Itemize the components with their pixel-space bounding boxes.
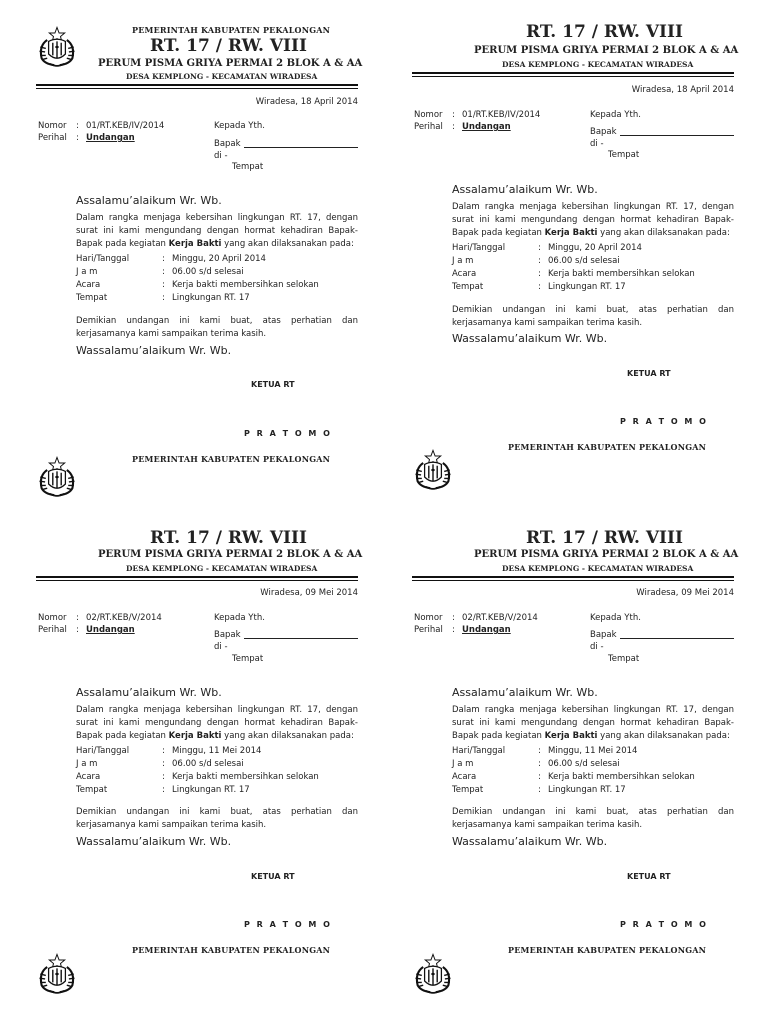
greeting: Assalamu’alaikum Wr. Wb. xyxy=(452,686,598,699)
detail-row: Hari/Tanggal : Minggu, 11 Mei 2014 xyxy=(452,746,638,756)
body-paragraph: Dalam rangka menjaga kebersihan lingkungan RT. 17, dengan surat ini kami mengundang dengan hormat kehadiran Bapak-Bapak pada kegiatan Kerja Bakti yang akan dilaksanakan pada: xyxy=(76,213,358,249)
farewell: Wassalamu’alaikum Wr. Wb. xyxy=(76,344,232,357)
signer-name: P R A T O M O xyxy=(620,417,708,426)
emblem-icon xyxy=(412,944,454,1004)
colon: : xyxy=(452,122,455,132)
letterhead-perum: PERUM PISMA GRIYA PERMAI 2 BLOK A & AA xyxy=(474,45,739,56)
letterhead-desa: DESA KEMPLONG - KECAMATAN WIRADESA xyxy=(126,564,318,573)
body-paragraph: Dalam rangka menjaga kebersihan lingkungan RT. 17, dengan surat ini kami mengundang dengan hormat kehadiran Bapak-Bapak pada kegiatan Kerja Bakti yang akan dilaksanakan pada: xyxy=(452,705,734,741)
emblem-icon xyxy=(412,442,454,498)
farewell: Wassalamu’alaikum Wr. Wb. xyxy=(452,332,608,345)
recipient-name-line xyxy=(244,147,358,148)
recipient-kepada: Kepada Yth. xyxy=(590,613,641,623)
colon: : xyxy=(76,625,79,635)
detail-row: Hari/Tanggal : Minggu, 20 April 2014 xyxy=(76,254,266,264)
perihal-value: Undangan xyxy=(462,122,511,132)
greeting: Assalamu’alaikum Wr. Wb. xyxy=(76,686,222,699)
colon: : xyxy=(452,613,455,623)
footer-government: PEMERINTAH KABUPATEN PEKALONGAN xyxy=(132,945,331,955)
closing-paragraph: Demikian undangan ini kami buat, atas perhatian dan kerjasamanya kami sampaikan terima kasih. xyxy=(76,316,358,339)
nomor-value: 01/RT.KEB/IV/2014 xyxy=(86,121,165,131)
letterhead-rule-thin xyxy=(36,88,358,89)
signer-title: KETUA RT xyxy=(627,369,671,378)
perihal-value: Undangan xyxy=(462,625,511,635)
letterhead-rt-rw: RT. 17 / RW. VIII xyxy=(526,22,683,42)
perihal-label: Perihal xyxy=(38,133,67,143)
recipient-bapak: Bapak xyxy=(214,139,241,149)
event-details xyxy=(76,746,319,798)
detail-row: Hari/Tanggal : Minggu, 11 Mei 2014 xyxy=(76,746,262,756)
nomor-value: 02/RT.KEB/V/2014 xyxy=(462,613,538,623)
recipient-kepada: Kepada Yth. xyxy=(214,121,265,131)
nomor-value: 02/RT.KEB/V/2014 xyxy=(86,613,162,623)
perihal-value: Undangan xyxy=(86,133,135,143)
letterhead-desa: DESA KEMPLONG - KECAMATAN WIRADESA xyxy=(126,72,318,81)
detail-row: Acara : Kerja bakti membersihkan selokan xyxy=(452,269,695,279)
letterhead-government: PEMERINTAH KABUPATEN PEKALONGAN xyxy=(132,25,331,35)
colon: : xyxy=(452,625,455,635)
footer-government: PEMERINTAH KABUPATEN PEKALONGAN xyxy=(132,454,331,464)
detail-row: J a m : 06.00 s/d selesai xyxy=(452,759,620,769)
recipient-name-line xyxy=(620,638,734,639)
recipient-kepada: Kepada Yth. xyxy=(214,613,265,623)
event-details xyxy=(76,254,319,306)
perihal-label: Perihal xyxy=(38,625,67,635)
signer-title: KETUA RT xyxy=(627,872,671,881)
letterhead-rule-thin xyxy=(412,76,734,77)
detail-row: Tempat : Lingkungan RT. 17 xyxy=(452,785,626,795)
farewell: Wassalamu’alaikum Wr. Wb. xyxy=(76,835,232,848)
nomor-label: Nomor xyxy=(38,613,67,623)
event-details xyxy=(452,746,695,798)
letterhead-perum: PERUM PISMA GRIYA PERMAI 2 BLOK A & AA xyxy=(98,58,363,69)
letter-date: Wiradesa, 18 April 2014 xyxy=(631,85,734,95)
letterhead-perum: PERUM PISMA GRIYA PERMAI 2 BLOK A & AA xyxy=(474,549,739,560)
perihal-value: Undangan xyxy=(86,625,135,635)
greeting: Assalamu’alaikum Wr. Wb. xyxy=(452,183,598,196)
colon: : xyxy=(452,110,455,120)
recipient-bapak: Bapak xyxy=(214,630,241,640)
recipient-bapak: Bapak xyxy=(590,630,617,640)
perihal-label: Perihal xyxy=(414,625,443,635)
closing-paragraph: Demikian undangan ini kami buat, atas perhatian dan kerjasamanya kami sampaikan terima kasih. xyxy=(452,807,734,830)
letterhead-desa: DESA KEMPLONG - KECAMATAN WIRADESA xyxy=(502,60,694,69)
letterhead-desa: DESA KEMPLONG - KECAMATAN WIRADESA xyxy=(502,564,694,573)
signer-name: P R A T O M O xyxy=(244,920,332,929)
letterhead-rt-rw: RT. 17 / RW. VIII xyxy=(150,528,307,548)
recipient-name-line xyxy=(244,638,358,639)
detail-row: Acara : Kerja bakti membersihkan selokan xyxy=(452,772,695,782)
body-paragraph: Dalam rangka menjaga kebersihan lingkungan RT. 17, dengan surat ini kami mengundang dengan hormat kehadiran Bapak-Bapak pada kegiatan Kerja Bakti yang akan dilaksanakan pada: xyxy=(76,705,358,741)
detail-row: Tempat : Lingkungan RT. 17 xyxy=(76,785,250,795)
signer-name: P R A T O M O xyxy=(244,429,332,438)
letterhead-rule xyxy=(36,84,358,86)
recipient-di: di - xyxy=(214,642,228,652)
closing-paragraph: Demikian undangan ini kami buat, atas perhatian dan kerjasamanya kami sampaikan terima kasih. xyxy=(452,305,734,328)
signer-title: KETUA RT xyxy=(251,380,295,389)
detail-row: J a m : 06.00 s/d selesai xyxy=(76,759,244,769)
colon: : xyxy=(76,613,79,623)
recipient-di: di - xyxy=(590,642,604,652)
recipient-tempat: Tempat xyxy=(232,654,264,664)
detail-row: Acara : Kerja bakti membersihkan selokan xyxy=(76,280,319,290)
footer-government: PEMERINTAH KABUPATEN PEKALONGAN xyxy=(508,945,707,955)
greeting: Assalamu’alaikum Wr. Wb. xyxy=(76,194,222,207)
body-paragraph: Dalam rangka menjaga kebersihan lingkungan RT. 17, dengan surat ini kami mengundang dengan hormat kehadiran Bapak-Bapak pada kegiatan Kerja Bakti yang akan dilaksanakan pada: xyxy=(452,202,734,238)
colon: : xyxy=(76,121,79,131)
recipient-bapak: Bapak xyxy=(590,127,617,137)
letterhead-rule-thin xyxy=(36,580,358,581)
colon: : xyxy=(76,133,79,143)
emblem-icon xyxy=(36,944,78,1004)
nomor-label: Nomor xyxy=(414,110,443,120)
recipient-tempat: Tempat xyxy=(232,162,264,172)
nomor-label: Nomor xyxy=(414,613,443,623)
recipient-di: di - xyxy=(590,139,604,149)
signer-name: P R A T O M O xyxy=(620,920,708,929)
letterhead-rt-rw: RT. 17 / RW. VIII xyxy=(526,528,683,548)
detail-row: Tempat : Lingkungan RT. 17 xyxy=(452,282,626,292)
signer-title: KETUA RT xyxy=(251,872,295,881)
recipient-name-line xyxy=(620,135,734,136)
letterhead-rule xyxy=(412,576,734,578)
recipient-kepada: Kepada Yth. xyxy=(590,110,641,120)
event-details xyxy=(452,243,695,295)
detail-row: Hari/Tanggal : Minggu, 20 April 2014 xyxy=(452,243,642,253)
letterhead-perum: PERUM PISMA GRIYA PERMAI 2 BLOK A & AA xyxy=(98,549,363,560)
emblem-icon xyxy=(36,24,78,70)
detail-row: Tempat : Lingkungan RT. 17 xyxy=(76,293,250,303)
detail-row: Acara : Kerja bakti membersihkan selokan xyxy=(76,772,319,782)
detail-row: J a m : 06.00 s/d selesai xyxy=(452,256,620,266)
nomor-label: Nomor xyxy=(38,121,67,131)
recipient-tempat: Tempat xyxy=(608,150,640,160)
letter-date: Wiradesa, 09 Mei 2014 xyxy=(260,588,358,598)
recipient-di: di - xyxy=(214,151,228,161)
closing-paragraph: Demikian undangan ini kami buat, atas perhatian dan kerjasamanya kami sampaikan terima kasih. xyxy=(76,807,358,830)
footer-government: PEMERINTAH KABUPATEN PEKALONGAN xyxy=(508,442,707,452)
perihal-label: Perihal xyxy=(414,122,443,132)
letterhead-rt-rw: RT. 17 / RW. VIII xyxy=(150,36,307,56)
recipient-tempat: Tempat xyxy=(608,654,640,664)
letterhead-rule xyxy=(412,72,734,74)
letterhead-rule xyxy=(36,576,358,578)
letter-date: Wiradesa, 09 Mei 2014 xyxy=(636,588,734,598)
letterhead-rule-thin xyxy=(412,580,734,581)
detail-row: J a m : 06.00 s/d selesai xyxy=(76,267,244,277)
emblem-icon xyxy=(36,454,78,500)
farewell: Wassalamu’alaikum Wr. Wb. xyxy=(452,835,608,848)
letter-date: Wiradesa, 18 April 2014 xyxy=(255,97,358,107)
nomor-value: 01/RT.KEB/IV/2014 xyxy=(462,110,541,120)
